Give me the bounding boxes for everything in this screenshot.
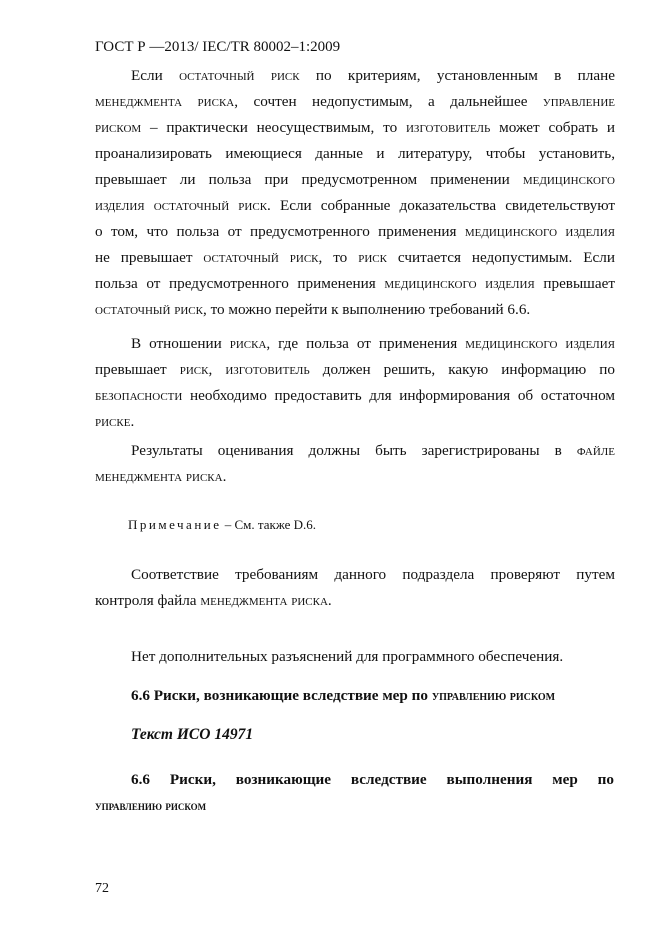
text-line: Соответствие требованиям данного подраздела проверяют путем bbox=[131, 566, 615, 583]
paragraph-compliance bbox=[95, 562, 615, 614]
text-line: проанализировать имеющиеся данные и литературу, чтобы установить, bbox=[95, 145, 615, 162]
text-line: превышает ли польза при предусмотренном применении медицинского bbox=[95, 171, 615, 188]
note-label: Примечание bbox=[128, 517, 222, 532]
paragraph-residual-risk bbox=[95, 63, 615, 323]
text-line: превышает риск, изготовитель должен решить, какую информацию по bbox=[95, 361, 615, 378]
paragraph-benefit bbox=[95, 331, 615, 435]
paragraph-results bbox=[95, 438, 615, 490]
iso-text-label: Текст ИСО 14971 bbox=[131, 726, 254, 743]
text-line: контроля файла менеджмента риска. bbox=[95, 592, 332, 609]
text-line: безопасности необходимо предоставить для информирования об остаточном bbox=[95, 387, 615, 404]
text-line: В отношении риска, где польза от применения медицинского изделия bbox=[131, 335, 615, 352]
paragraph-no-explanations: Нет дополнительных разъяснений для программного обеспечения. bbox=[131, 648, 564, 665]
text-line: остаточный риск, то можно перейти к выполнению требований 6.6. bbox=[95, 301, 531, 318]
document-header: ГОСТ Р —2013/ IEC/TR 80002–1:2009 bbox=[95, 39, 341, 55]
section-heading-6-6: 6.6 Риски, возникающие вследствие мер по управлению риском bbox=[131, 687, 556, 704]
note-text: – См. также D.6. bbox=[221, 517, 317, 532]
iso-section-heading: 6.6 Риски, возникающие вследствие выполнения мер по управлению риском bbox=[95, 771, 614, 813]
text-line: изделия остаточный риск. Если собранные доказательства свидетельствуют bbox=[95, 197, 615, 214]
page-number: 72 bbox=[95, 881, 109, 896]
text-line: менеджмента риска. bbox=[95, 468, 227, 485]
text-line: не превышает остаточный риск, то риск считается недопустимым. Если bbox=[95, 249, 615, 266]
text-line: менеджмента риска, сочтен недопустимым, а дальнейшее управление bbox=[95, 93, 616, 110]
text-line: польза от предусмотренного применения медицинского изделия превышает bbox=[95, 275, 616, 292]
note bbox=[128, 516, 316, 534]
text-line: риске. bbox=[95, 413, 135, 430]
text-line: Если остаточный риск по критериям, установленным в плане bbox=[131, 67, 615, 84]
text-line: Результаты оценивания должны быть зарегистрированы в файле bbox=[131, 442, 615, 459]
text-line: риском – практически неосуществимым, то изготовитель может собрать и bbox=[95, 119, 615, 136]
text-line: о том, что польза от предусмотренного применения медицинского изделия bbox=[95, 223, 615, 240]
